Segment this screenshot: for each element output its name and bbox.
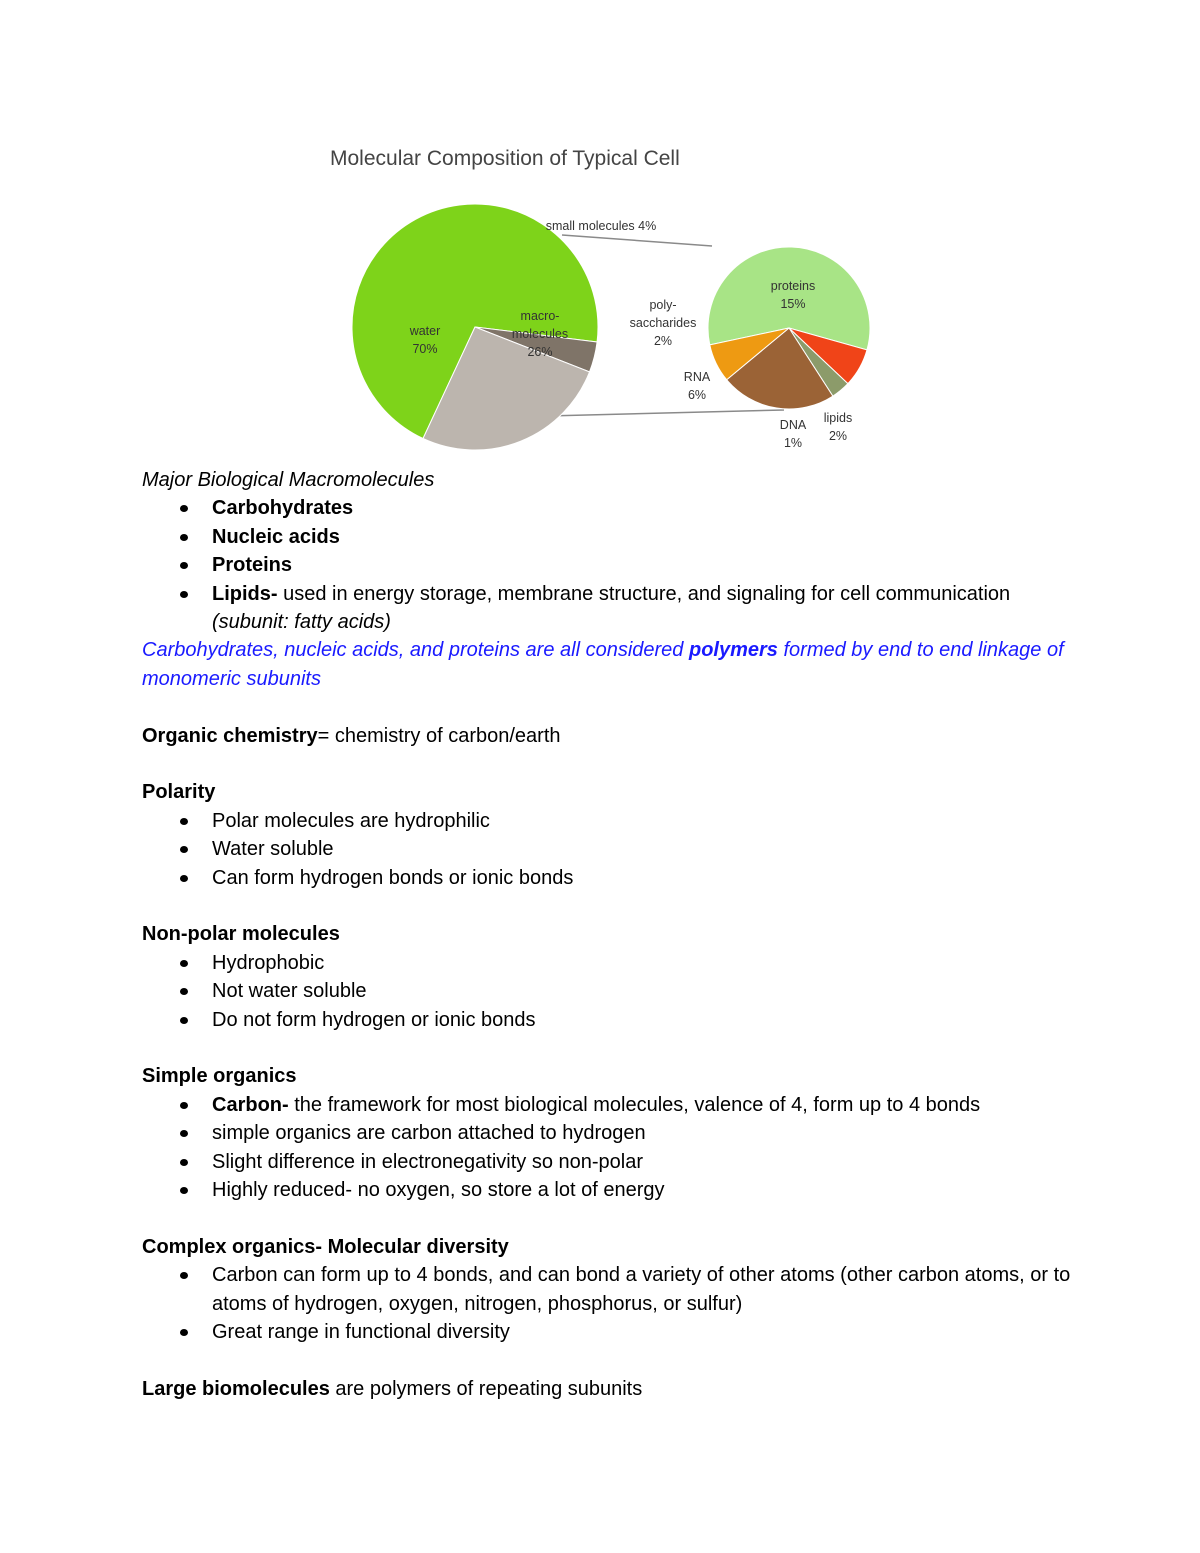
label-macro-pct: 26% bbox=[527, 345, 553, 359]
list-item: Highly reduced- no oxygen, so store a lot of energy bbox=[142, 1176, 1072, 1204]
polymer-note bbox=[142, 636, 1072, 693]
label-lipids: lipids bbox=[823, 411, 853, 425]
polymer-note-pre: Carbohydrates, nucleic acids, and proteins are all considered bbox=[142, 639, 689, 662]
label-water: water bbox=[409, 324, 441, 338]
label-poly-1: poly- bbox=[649, 298, 677, 312]
label-macro-2: molecules bbox=[511, 327, 569, 341]
organic-chemistry-term: Organic chemistry bbox=[142, 724, 318, 747]
large-biomolecules-line bbox=[142, 1375, 1072, 1403]
label-poly-pct: 2% bbox=[653, 334, 673, 348]
list-item: simple organics are carbon attached to hydrogen bbox=[142, 1119, 1072, 1147]
label-proteins-pct: 15% bbox=[780, 297, 806, 311]
carbon-text: the framework for most biological molecules, valence of 4, form up to 4 bonds bbox=[288, 1093, 981, 1116]
polarity-list bbox=[142, 807, 1072, 892]
section-heading-complex-organics: Complex organics- Molecular diversity bbox=[142, 1235, 509, 1258]
breakdown-pie bbox=[708, 247, 870, 409]
lipids-subunit: (subunit: fatty acids) bbox=[212, 611, 391, 634]
section-heading-nonpolar: Non-polar molecules bbox=[142, 923, 340, 946]
list-item: Water soluble bbox=[142, 835, 1072, 863]
label-water-pct: 70% bbox=[412, 342, 438, 356]
complex-organics-list bbox=[142, 1261, 1072, 1346]
organic-chemistry-text: = chemistry of carbon/earth bbox=[317, 724, 561, 747]
nonpolar-list bbox=[142, 949, 1072, 1034]
connector-bottom bbox=[547, 410, 784, 416]
section-heading-macromolecules: Major Biological Macromolecules bbox=[142, 469, 435, 491]
list-item: Carbon can form up to 4 bonds, and can bond a variety of other atoms (other carbon atoms, or to atoms of hydrogen, oxygen, nitrogen, phosphorus, or sulfur) bbox=[142, 1261, 1072, 1318]
list-item: Polar molecules are hydrophilic bbox=[142, 807, 1072, 835]
large-biomolecules-term: Large biomolecules bbox=[142, 1377, 330, 1400]
polymer-note-post: formed by end to end linkage of monomeric subunits bbox=[142, 639, 1064, 690]
label-small-molecules: small molecules 4% bbox=[545, 219, 657, 233]
list-item-carbon bbox=[142, 1091, 1072, 1119]
lipids-text: used in energy storage, membrane structure, and signaling for cell communication bbox=[277, 582, 1011, 605]
list-item: Slight difference in electronegativity so non-polar bbox=[142, 1148, 1072, 1176]
label-dna: DNA bbox=[779, 418, 807, 432]
label-rna-pct: 6% bbox=[687, 388, 707, 402]
label-dna-pct: 1% bbox=[783, 436, 803, 450]
list-item-lipids bbox=[142, 580, 1072, 637]
list-item: Hydrophobic bbox=[142, 949, 1072, 977]
cell-composition-figure bbox=[322, 140, 878, 462]
label-rna: RNA bbox=[683, 370, 711, 384]
carbon-term: Carbon- bbox=[212, 1093, 289, 1116]
document-body bbox=[142, 466, 1072, 1403]
label-proteins: proteins bbox=[770, 279, 816, 293]
list-item: Can form hydrogen bonds or ionic bonds bbox=[142, 864, 1072, 892]
label-lipids-pct: 2% bbox=[828, 429, 848, 443]
macromolecule-list bbox=[142, 494, 1072, 636]
connector-top bbox=[562, 235, 712, 246]
list-item: Great range in functional diversity bbox=[142, 1318, 1072, 1346]
simple-organics-list bbox=[142, 1091, 1072, 1205]
lipids-term: Lipids- bbox=[212, 582, 278, 605]
chart-title: Molecular Composition of Typical Cell bbox=[330, 147, 680, 170]
section-heading-polarity: Polarity bbox=[142, 781, 216, 804]
list-item: Proteins bbox=[142, 551, 1072, 579]
label-macro-1: macro- bbox=[520, 309, 560, 323]
list-item: Not water soluble bbox=[142, 977, 1072, 1005]
list-item: Nucleic acids bbox=[142, 523, 1072, 551]
label-poly-2: saccharides bbox=[629, 316, 697, 330]
list-item: Carbohydrates bbox=[142, 494, 1072, 522]
section-heading-simple-organics: Simple organics bbox=[142, 1065, 297, 1088]
organic-chemistry-line bbox=[142, 722, 1072, 750]
list-item: Do not form hydrogen or ionic bonds bbox=[142, 1006, 1072, 1034]
large-biomolecules-text: are polymers of repeating subunits bbox=[329, 1377, 643, 1400]
pie-chart-svg bbox=[322, 140, 878, 462]
polymer-note-term: polymers bbox=[688, 639, 778, 662]
